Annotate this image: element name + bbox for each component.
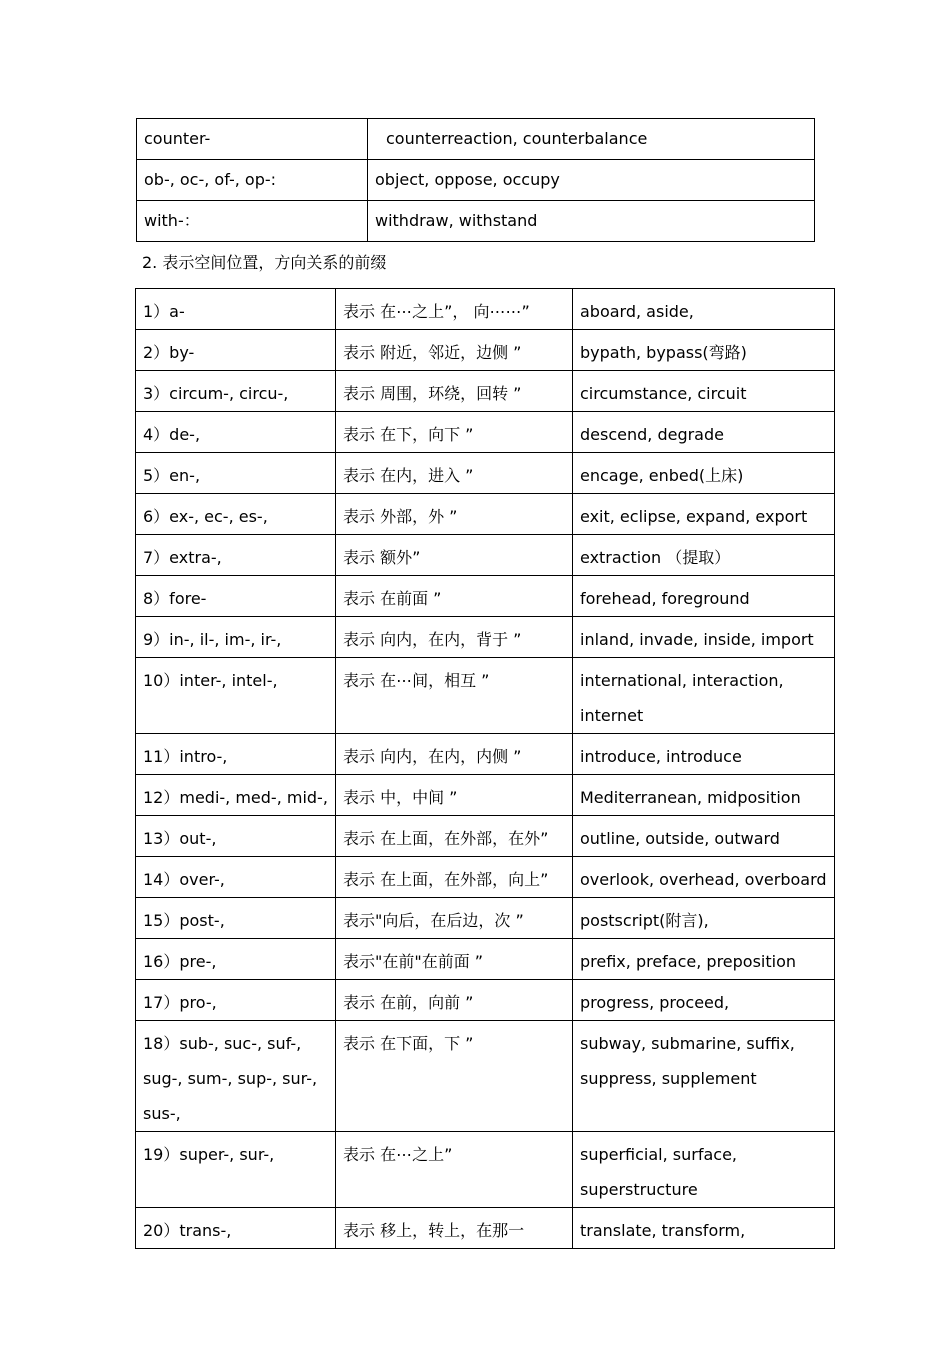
prefix-cell: 11）intro-, — [136, 734, 336, 775]
meaning-cell: 表示 在下，向下 ” — [336, 412, 573, 453]
prefix-cell: ob-, oc-, of-, op-: — [137, 160, 368, 201]
examples-cell: descend, degrade — [573, 412, 835, 453]
meaning-cell: 表示 向内，在内，内侧 ” — [336, 734, 573, 775]
prefix-cell: 1）a- — [136, 289, 336, 330]
meaning-cell: 表示"向后，在后边，次 ” — [336, 898, 573, 939]
table-row — [136, 980, 835, 1021]
examples-cell: forehead, foreground — [573, 576, 835, 617]
table-row — [137, 160, 815, 201]
prefix-cell: 20）trans-, — [136, 1208, 336, 1249]
prefix-cell: 10）inter-, intel-, — [136, 658, 336, 734]
prefix-cell: 5）en-, — [136, 453, 336, 494]
meaning-cell: 表示 在⋯之上”， 向⋯⋯” — [336, 289, 573, 330]
prefix-cell: 15）post-, — [136, 898, 336, 939]
meaning-cell: 表示 周围，环绕，回转 ” — [336, 371, 573, 412]
prefix-cell: 9）in-, il-, im-, ir-, — [136, 617, 336, 658]
table-row — [136, 289, 835, 330]
table-row — [136, 1208, 835, 1249]
meaning-cell: 表示 附近，邻近，边侧 ” — [336, 330, 573, 371]
meaning-cell: 表示 向内，在内，背于 ” — [336, 617, 573, 658]
prefix-cell: 4）de-, — [136, 412, 336, 453]
table-row — [136, 898, 835, 939]
examples-cell: progress, proceed, — [573, 980, 835, 1021]
prefix-cell: 12）medi-, med-, mid-, — [136, 775, 336, 816]
examples-cell: introduce, introduce — [573, 734, 835, 775]
prefix-cell: 3）circum-, circu-, — [136, 371, 336, 412]
examples-cell: postscript(附言), — [573, 898, 835, 939]
prefix-cell: 14）over-, — [136, 857, 336, 898]
meaning-cell: 表示 在上面，在外部，在外” — [336, 816, 573, 857]
prefix-cell: with-： — [137, 201, 368, 242]
prefix-cell: 8）fore- — [136, 576, 336, 617]
meaning-cell: 表示 移上，转上，在那一 — [336, 1208, 573, 1249]
table-row — [136, 617, 835, 658]
meaning-cell: 表示"在前"在前面 ” — [336, 939, 573, 980]
examples-cell: outline, outside, outward — [573, 816, 835, 857]
table-row — [136, 857, 835, 898]
meaning-cell: 表示 额外” — [336, 535, 573, 576]
examples-cell: subway, submarine, suffix, suppress, supplement — [573, 1021, 835, 1132]
examples-cell: overlook, overhead, overboard — [573, 857, 835, 898]
table-row — [136, 371, 835, 412]
prefix-cell: 7）extra-, — [136, 535, 336, 576]
table-row — [136, 658, 835, 734]
table-row — [136, 494, 835, 535]
examples-cell: superficial, surface, superstructure — [573, 1132, 835, 1208]
prefix-cell: 2）by- — [136, 330, 336, 371]
prefix-cell: 6）ex-, ec-, es-, — [136, 494, 336, 535]
examples-cell: bypath, bypass(弯路) — [573, 330, 835, 371]
meaning-cell: 表示 外部，外 ” — [336, 494, 573, 535]
examples-cell: withdraw, withstand — [368, 201, 815, 242]
table-row — [136, 535, 835, 576]
examples-cell: Mediterranean, midposition — [573, 775, 835, 816]
meaning-cell: 表示 在上面，在外部，向上” — [336, 857, 573, 898]
meaning-cell: 表示 在内，进入 ” — [336, 453, 573, 494]
examples-cell: international, interaction, internet — [573, 658, 835, 734]
meaning-cell: 表示 在⋯之上” — [336, 1132, 573, 1208]
examples-cell: object, oppose, occupy — [368, 160, 815, 201]
prefix-cell: 19）super-, sur-, — [136, 1132, 336, 1208]
examples-cell: encage, enbed(上床) — [573, 453, 835, 494]
table-row — [137, 119, 815, 160]
examples-cell: aboard, aside, — [573, 289, 835, 330]
table-row — [136, 576, 835, 617]
examples-cell: exit, eclipse, expand, export — [573, 494, 835, 535]
examples-cell: inland, invade, inside, import — [573, 617, 835, 658]
prefix-cell: counter- — [137, 119, 368, 160]
meaning-cell: 表示 在前，向前 ” — [336, 980, 573, 1021]
meaning-cell: 表示 中，中间 ” — [336, 775, 573, 816]
meaning-cell: 表示 在⋯间，相互 ” — [336, 658, 573, 734]
top-prefix-table — [136, 118, 815, 242]
table-row — [136, 412, 835, 453]
meaning-cell: 表示 在前面 ” — [336, 576, 573, 617]
table-row — [136, 734, 835, 775]
table-row — [137, 201, 815, 242]
prefix-cell: 13）out-, — [136, 816, 336, 857]
section-heading: 2. 表示空间位置，方向关系的前缀 — [142, 253, 387, 272]
table-row — [136, 453, 835, 494]
prefix-cell: 18）sub-, suc-, suf-, sug-, sum-, sup-, sur-, sus-, — [136, 1021, 336, 1132]
table-row — [136, 939, 835, 980]
table-row — [136, 1021, 835, 1132]
prefix-cell: 16）pre-, — [136, 939, 336, 980]
table-row — [136, 330, 835, 371]
examples-cell: counterreaction, counterbalance — [368, 119, 815, 160]
examples-cell: extraction （提取） — [573, 535, 835, 576]
table-row — [136, 1132, 835, 1208]
table-row — [136, 816, 835, 857]
meaning-cell: 表示 在下面，下 ” — [336, 1021, 573, 1132]
table-row — [136, 775, 835, 816]
examples-cell: translate, transform, — [573, 1208, 835, 1249]
spatial-prefix-table — [135, 288, 835, 1249]
examples-cell: prefix, preface, preposition — [573, 939, 835, 980]
prefix-cell: 17）pro-, — [136, 980, 336, 1021]
examples-cell: circumstance, circuit — [573, 371, 835, 412]
